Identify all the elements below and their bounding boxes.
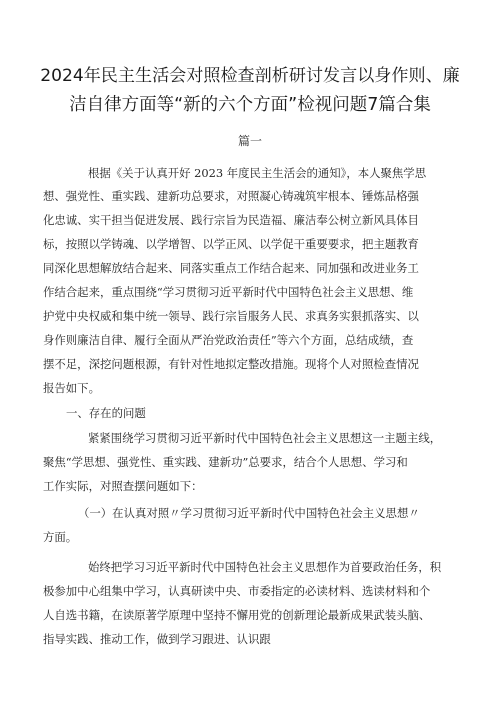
intro-line: 化忠诚、实干担当促进发展、践行宗旨为民造福、廉洁奉公树立新风具体目 <box>43 213 419 227</box>
intro-line: 根据《关于认真开好 2023 年度民主生活会的通知》，本人聚焦学思 <box>88 166 427 180</box>
intro-line: 身作则廉洁自律、履行全面从严治党政治责任”等六个方面，总结成绩，查 <box>43 333 414 347</box>
body-line: 指导实践、推动工作，做到学习跟进、认识跟 <box>43 632 271 646</box>
body-line: 极参加中心组集中学习，认真研读中央、市委指定的必读材料、选读材料和个 <box>43 584 431 598</box>
section-heading: 一、存在的问题 <box>66 406 146 420</box>
problems-line: 工作实际，对照查摆问题如下： <box>43 479 203 493</box>
intro-line: 护党中央权威和集中统一领导、践行宗旨服务人民、求真务实狠抓落实、以 <box>43 309 419 323</box>
body-line: 人自选书籍，在读原著学原理中坚持不懈用党的创新理论最新成果武装头脑、 <box>43 608 431 622</box>
title-line: 2024年民主生活会对照检查剖析研讨发言以身作则、廉 <box>40 66 460 86</box>
intro-line: 同深化思想解放结合起来、同落实重点工作结合起来、同加强和改进业务工 <box>43 261 419 275</box>
intro-line: 想、强党性、重实践、建新功总要求，对照凝心铸魂筑牢根本、锤炼品格强 <box>43 189 419 203</box>
document-title <box>40 62 460 120</box>
problems-line: 聚焦“学思想、强党性、重实践、建新功”总要求，结合个人思想、学习和 <box>43 455 408 469</box>
section-label: 篇一 <box>237 134 262 148</box>
problems-line: 紧紧围绕学习贯彻习近平新时代中国特色社会主义思想这一主题主线， <box>88 431 442 445</box>
title-line: 洁自律方面等“新的六个方面”检视问题7篇合集 <box>69 95 431 115</box>
subheading-line: （一）在认真对照〃学习贯彻习近平新时代中国特色社会主义思想〃 <box>78 506 420 520</box>
intro-line: 标，按照以学铸魂、以学增智、以学正风、以学促干重要要求，把主题教育 <box>43 237 419 251</box>
intro-line: 报告如下。 <box>43 381 100 395</box>
intro-line: 作结合起来，重点围绕“学习贯彻习近平新时代中国特色社会主义思想、维 <box>43 285 414 299</box>
intro-line: 摆不足，深挖问题根源，有针对性地拟定整改措施。现将个人对照检查情况 <box>43 357 419 371</box>
subheading-line: 方面。 <box>43 530 78 544</box>
body-line: 始终把学习习近平新时代中国特色社会主义思想作为首要政治任务，积 <box>88 560 442 574</box>
